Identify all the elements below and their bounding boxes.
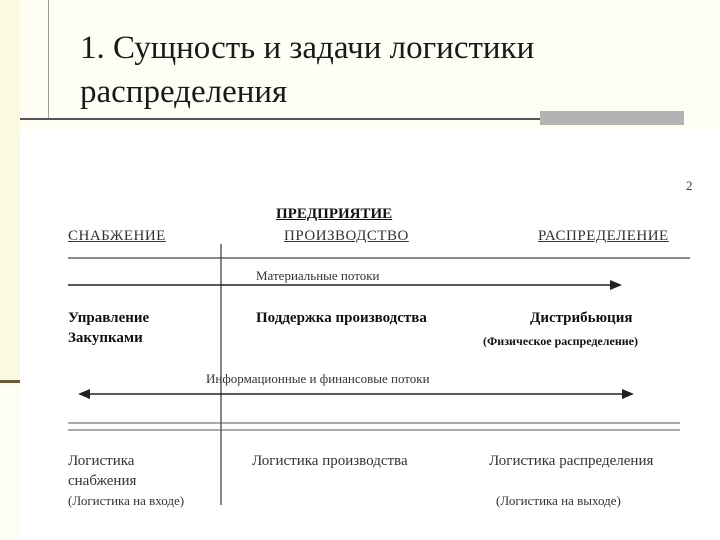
page-number: 2	[686, 178, 693, 193]
supply-logistics-line2: снабжения	[68, 473, 137, 489]
header-production: ПРОИЗВОДСТВО	[284, 228, 409, 244]
distribution-logistics: Логистика распределения	[489, 453, 654, 469]
supply-logistics-line1: Логистика	[68, 453, 135, 469]
header-supply: СНАБЖЕНИЕ	[68, 228, 166, 244]
production-support: Поддержка производства	[256, 310, 427, 326]
production-logistics: Логистика производства	[252, 453, 408, 469]
info-flows-label: Информационные и финансовые потоки	[206, 371, 430, 386]
procurement-line1: Управление	[68, 310, 150, 326]
output-logistics: (Логистика на выходе)	[496, 493, 621, 508]
title-line-2: распределения	[80, 74, 288, 110]
header-distribution: РАСПРЕДЕЛЕНИЕ	[538, 228, 669, 244]
material-flow-arrowhead	[610, 280, 622, 290]
physical-distribution: (Физическое распределение)	[483, 334, 638, 348]
procurement-line2: Закупками	[68, 330, 143, 346]
distribution-management: Дистрибьюция	[530, 310, 633, 326]
title-line-1: 1. Сущность и задачи логистики	[80, 30, 535, 66]
material-flows-label: Материальные потоки	[256, 268, 380, 283]
enterprise-heading: ПРЕДПРИЯТИЕ	[276, 206, 393, 222]
input-logistics: (Логистика на входе)	[68, 493, 185, 508]
info-flow-arrowhead-right	[622, 389, 634, 399]
info-flow-arrowhead-left	[78, 389, 90, 399]
